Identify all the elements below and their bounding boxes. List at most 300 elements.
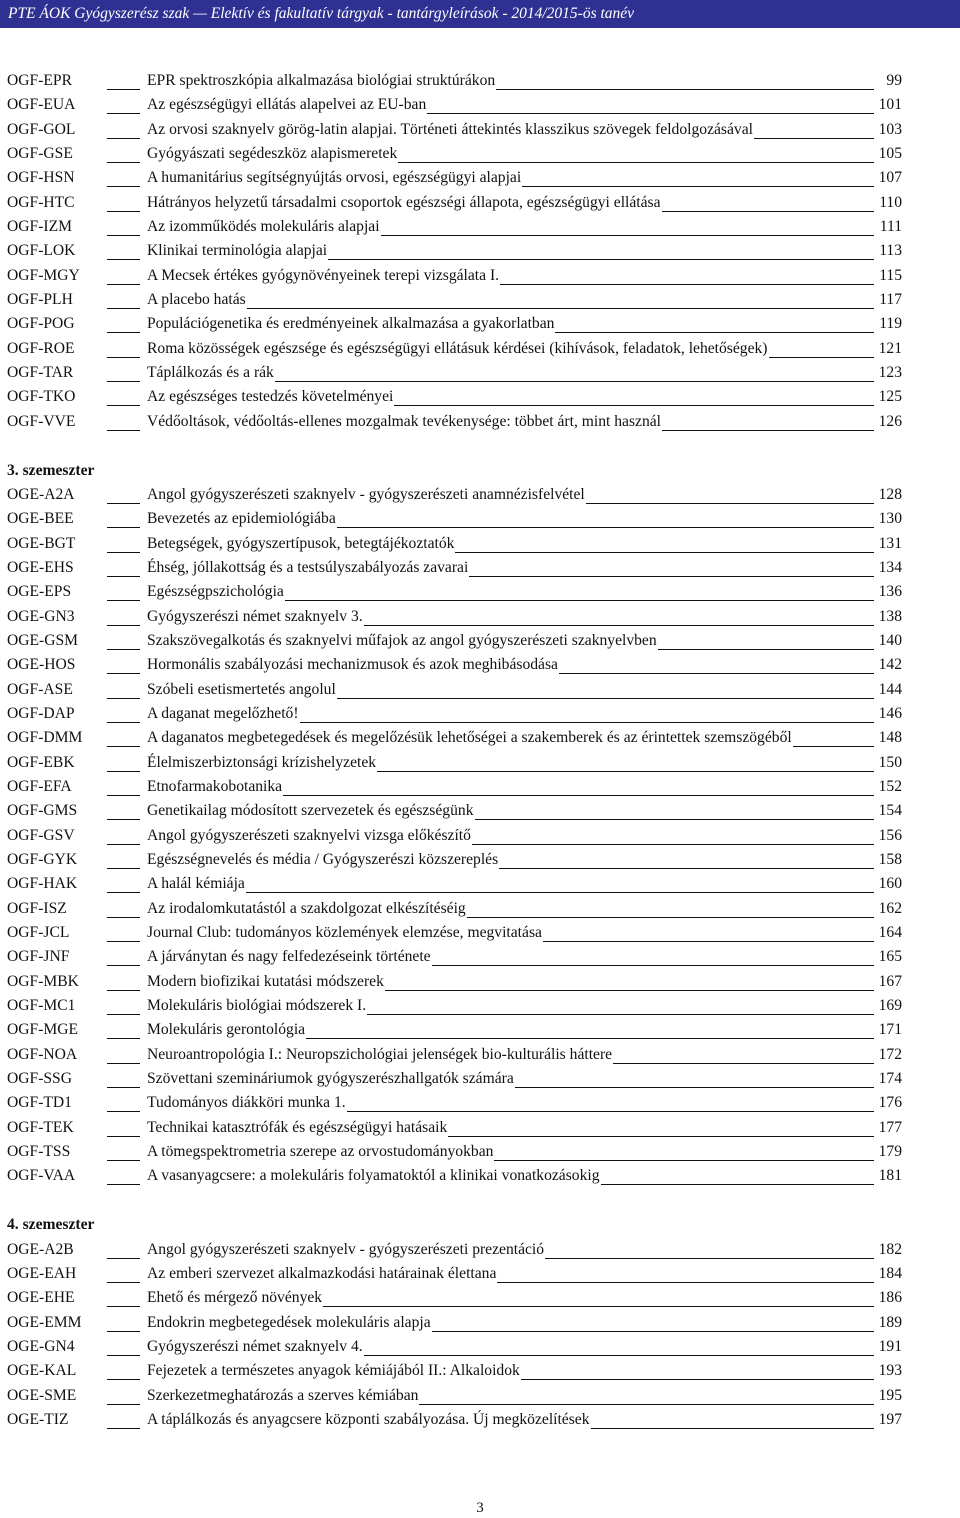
course-entry: [0, 289, 960, 313]
course-code: OGF-TKO: [7, 388, 76, 406]
course-entry: [0, 776, 960, 800]
page-ref: 152: [878, 777, 902, 795]
code-underline: [107, 1306, 140, 1307]
leader-line: [432, 1331, 874, 1332]
leader-line: [521, 1379, 874, 1380]
code-underline: [107, 1379, 140, 1380]
leader-line: [662, 430, 874, 431]
page-ref: 195: [878, 1386, 902, 1404]
leader-line: [601, 1184, 874, 1185]
course-entry: [0, 1092, 960, 1116]
page-ref: 136: [878, 583, 902, 601]
course-entry: [0, 216, 960, 240]
course-title: Betegségek, gyógyszertípusok, betegtájékoztatók: [147, 534, 455, 552]
code-underline: [107, 1331, 140, 1332]
leader-line: [515, 1087, 874, 1088]
page-ref: 140: [878, 631, 902, 649]
course-title: A járványtan és nagy felfedezéseink története: [147, 948, 431, 966]
leader-line: [398, 162, 874, 163]
course-code: OGE-HOS: [7, 656, 76, 674]
page-ref: 125: [878, 388, 902, 406]
code-underline: [107, 600, 140, 601]
page-ref: 164: [878, 924, 902, 942]
course-title: Molekuláris biológiai módszerek I.: [147, 997, 367, 1015]
page-ref: 181: [878, 1167, 902, 1185]
leader-line: [448, 1136, 874, 1137]
course-code: OGF-NOA: [7, 1045, 78, 1063]
code-underline: [107, 990, 140, 991]
course-title: A humanitárius segítségnyújtás orvosi, egészségügyi alapjai: [147, 169, 522, 187]
leader-line: [559, 673, 874, 674]
course-title: Bevezetés az epidemiológiába: [147, 510, 336, 528]
leader-line: [769, 357, 874, 358]
code-underline: [107, 1136, 140, 1137]
course-entry: [0, 94, 960, 118]
course-entry: [0, 143, 960, 167]
course-entry: [0, 1141, 960, 1165]
course-title: Molekuláris gerontológia: [147, 1021, 306, 1039]
page-ref: 191: [878, 1337, 902, 1355]
page-ref: 107: [878, 169, 902, 187]
course-entry: [0, 1019, 960, 1043]
page-ref: 142: [878, 656, 902, 674]
course-entry: [0, 484, 960, 508]
course-entry: [0, 679, 960, 703]
page-ref: 131: [878, 534, 902, 552]
course-code: OGE-SME: [7, 1386, 77, 1404]
page-ref: 189: [878, 1313, 902, 1331]
page-ref: 134: [878, 558, 902, 576]
course-title: Ehető és mérgező növények: [147, 1289, 323, 1307]
course-code: OGF-GSE: [7, 145, 73, 163]
course-title: Neuroantropológia I.: Neuropszichológiai jelenségek bio-kulturális háttere: [147, 1045, 613, 1063]
page-ref: 182: [878, 1240, 902, 1258]
course-code: OGE-EHE: [7, 1289, 75, 1307]
code-underline: [107, 430, 140, 431]
code-underline: [107, 381, 140, 382]
code-underline: [107, 673, 140, 674]
course-title: Szerkezetmeghatározás a szerves kémiában: [147, 1386, 419, 1404]
course-title: Hátrányos helyzetű társadalmi csoportok egészségi állapota, egészségügyi ellátása: [147, 193, 661, 211]
course-title: Gyógyszerészi német szaknyelv 4.: [147, 1337, 363, 1355]
leader-line: [662, 211, 874, 212]
course-entry: [0, 533, 960, 557]
leader-line: [658, 649, 874, 650]
course-title: Gyógyszerészi német szaknyelv 3.: [147, 607, 363, 625]
course-code: OGF-ASE: [7, 680, 73, 698]
leader-line: [247, 308, 874, 309]
course-code: OGF-ROE: [7, 339, 75, 357]
code-underline: [107, 89, 140, 90]
leader-line: [545, 1258, 874, 1259]
code-underline: [107, 138, 140, 139]
course-code: OGF-PLH: [7, 291, 73, 309]
course-title: Az irodalomkutatástól a szakdolgozat elkészítéséig: [147, 899, 466, 917]
course-entry: [0, 1385, 960, 1409]
course-entry: [0, 1263, 960, 1287]
code-underline: [107, 917, 140, 918]
course-entry: [0, 1336, 960, 1360]
course-entry: [0, 971, 960, 995]
page-ref: 156: [878, 826, 902, 844]
course-title: Populációgenetika és eredményeinek alkalmazása a gyakorlatban: [147, 315, 555, 333]
code-underline: [107, 1087, 140, 1088]
code-underline: [107, 941, 140, 942]
course-entry: [0, 898, 960, 922]
code-underline: [107, 1404, 140, 1405]
course-title: Fejezetek a természetes anyagok kémiájából II.: Alkaloidok: [147, 1362, 520, 1380]
page-ref: 169: [878, 997, 902, 1015]
semester-heading-text: 3. szemeszter: [7, 461, 95, 479]
page-ref: 101: [878, 96, 902, 114]
leader-line: [300, 722, 874, 723]
course-code: OGE-TIZ: [7, 1410, 69, 1428]
course-title: A daganatos megbetegedések és megelőzésük lehetőségei a szakemberek és az érintettek szemszögéből: [147, 729, 792, 747]
code-underline: [107, 1038, 140, 1039]
course-title: Hormonális szabályozási mechanizmusok és azok meghibásodása: [147, 656, 558, 674]
code-underline: [107, 357, 140, 358]
leader-line: [754, 138, 874, 139]
course-title: EPR spektroszkópia alkalmazása biológiai struktúrákon: [147, 72, 496, 89]
leader-line: [469, 576, 874, 577]
course-code: OGF-VAA: [7, 1167, 76, 1185]
course-title: A daganat megelőzhető!: [147, 704, 299, 722]
course-entry: [0, 508, 960, 532]
course-code: OGF-SSG: [7, 1070, 72, 1088]
code-underline: [107, 649, 140, 650]
leader-line: [522, 186, 874, 187]
code-underline: [107, 746, 140, 747]
course-title: A tömegspektrometria szerepe az orvostudományokban: [147, 1143, 494, 1161]
course-title: Az egészségügyi ellátás alapelvei az EU-ban: [147, 96, 427, 114]
course-code: OGF-HSN: [7, 169, 75, 187]
leader-line: [323, 1306, 874, 1307]
course-entry: [0, 922, 960, 946]
course-entry: [0, 752, 960, 776]
course-entry: [0, 167, 960, 191]
page-number: 3: [476, 1500, 484, 1516]
course-entry: [0, 849, 960, 873]
page-ref: 115: [879, 266, 902, 284]
course-entry: [0, 557, 960, 581]
code-underline: [107, 332, 140, 333]
course-code: OGF-MC1: [7, 997, 76, 1015]
course-code: OGE-A2B: [7, 1240, 74, 1258]
page-ref: 105: [878, 145, 902, 163]
page-ref: 154: [878, 802, 902, 820]
code-underline: [107, 162, 140, 163]
code-underline: [107, 965, 140, 966]
leader-line: [427, 113, 874, 114]
course-title: Tudományos diákköri munka 1.: [147, 1094, 346, 1112]
code-underline: [107, 552, 140, 553]
page-ref: 158: [878, 851, 902, 868]
course-entry: [0, 727, 960, 751]
course-code: OGF-HAK: [7, 875, 78, 893]
page-header: PTE ÁOK Gyógyszerész szak — Elektív és fakultatív tárgyak - tantárgyleírások - 2014/2015-ös tanév: [0, 0, 960, 28]
course-title: A halál kémiája: [147, 875, 245, 893]
page-ref: 128: [878, 485, 902, 503]
semester-heading-text: 4. szemeszter: [7, 1216, 95, 1234]
course-entry: [0, 313, 960, 337]
course-code: OGF-IZM: [7, 218, 72, 236]
leader-line: [475, 819, 874, 820]
code-underline: [107, 576, 140, 577]
page-ref: 197: [878, 1410, 902, 1428]
leader-line: [385, 990, 874, 991]
course-code: OGE-KAL: [7, 1362, 77, 1380]
course-code: OGF-POG: [7, 315, 75, 333]
leader-line: [381, 235, 874, 236]
code-underline: [107, 771, 140, 772]
code-underline: [107, 625, 140, 626]
leader-line: [467, 917, 874, 918]
page-ref: 184: [878, 1264, 902, 1282]
course-code: OGF-LOK: [7, 242, 76, 260]
page-ref: 103: [878, 120, 902, 138]
course-title: A vasanyagcsere: a molekuláris folyamatoktól a klinikai vonatkozásokig: [147, 1167, 600, 1185]
page-ref: 144: [878, 680, 902, 698]
course-title: Gyógyászati segédeszköz alapismeretek: [147, 145, 398, 163]
course-code: OGF-HTC: [7, 193, 75, 211]
course-code: OGF-EFA: [7, 777, 72, 795]
page-ref: 177: [878, 1118, 902, 1136]
course-code: OGF-GSV: [7, 826, 75, 844]
course-title: Technikai katasztrófák és egészségügyi hatásaik: [147, 1118, 448, 1136]
course-title: Genetikailag módosított szervezetek és egészségünk: [147, 802, 474, 820]
code-underline: [107, 698, 140, 699]
code-underline: [107, 722, 140, 723]
course-code: OGF-EUA: [7, 96, 76, 114]
leader-line: [455, 552, 874, 553]
course-entry: [0, 411, 960, 435]
course-code: OGF-EBK: [7, 753, 75, 771]
course-title: Az emberi szervezet alkalmazkodási határainak élettana: [147, 1264, 497, 1282]
code-underline: [107, 892, 140, 893]
leader-line: [586, 503, 874, 504]
course-code: OGF-JNF: [7, 948, 70, 966]
leader-line: [500, 284, 874, 285]
course-entry: [0, 1068, 960, 1092]
course-entry: [0, 1044, 960, 1068]
code-underline: [107, 503, 140, 504]
code-underline: [107, 1355, 140, 1356]
semester-heading: [0, 460, 960, 484]
course-title: Szóbeli esetismertetés angolul: [147, 680, 336, 698]
leader-line: [337, 698, 874, 699]
leader-line: [543, 941, 874, 942]
course-code: OGF-TD1: [7, 1094, 72, 1112]
page-ref: 111: [879, 218, 902, 236]
course-code: OGF-DMM: [7, 729, 83, 747]
page-ref: 119: [879, 315, 902, 333]
leader-line: [367, 1014, 874, 1015]
leader-line: [275, 381, 874, 382]
leader-line: [306, 1038, 874, 1039]
leader-line: [472, 844, 874, 845]
course-code: OGF-MGE: [7, 1021, 79, 1039]
course-entry: [0, 70, 960, 94]
course-title: Az egészséges testedzés követelményei: [147, 388, 394, 406]
page-ref: 121: [878, 339, 902, 357]
page-ref: 176: [878, 1094, 902, 1112]
leader-line: [246, 892, 874, 893]
course-code: OGF-DAP: [7, 704, 75, 722]
leader-line: [419, 1404, 874, 1405]
course-title: Az orvosi szaknyelv görög-latin alapjai. Történeti áttekintés klasszikus szövegek feldolgozásával: [147, 120, 753, 138]
course-entry: [0, 338, 960, 362]
leader-line: [285, 600, 874, 601]
code-underline: [107, 211, 140, 212]
course-entry: [0, 800, 960, 824]
page-ref: 138: [878, 607, 902, 625]
leader-line: [497, 1282, 874, 1283]
code-underline: [107, 1063, 140, 1064]
course-entry: [0, 825, 960, 849]
course-code: OGE-A2A: [7, 485, 75, 503]
course-entry: [0, 265, 960, 289]
course-code: OGE-BGT: [7, 534, 76, 552]
page-ref: 165: [878, 948, 902, 966]
code-underline: [107, 113, 140, 114]
course-title: Modern biofizikai kutatási módszerek: [147, 972, 384, 990]
course-entry: [0, 1409, 960, 1433]
course-entry: [0, 386, 960, 410]
course-entry: [0, 1165, 960, 1189]
course-code: OGF-EPR: [7, 72, 72, 89]
code-underline: [107, 308, 140, 309]
code-underline: [107, 1282, 140, 1283]
course-code: OGE-BEE: [7, 510, 74, 528]
page-ref: 174: [878, 1070, 902, 1088]
code-underline: [107, 1111, 140, 1112]
course-code: OGE-GSM: [7, 631, 79, 649]
page-ref: 113: [879, 242, 902, 260]
course-code: OGE-GN3: [7, 607, 75, 625]
course-title: Szövettani szemináriumok gyógyszerészhallgatók számára: [147, 1070, 514, 1088]
page-ref: 117: [879, 291, 902, 309]
course-title: Angol gyógyszerészeti szaknyelvi vizsga előkészítő: [147, 826, 471, 844]
course-title: A Mecsek értékes gyógynövényeinek terepi vizsgálata I.: [147, 266, 500, 284]
course-title: Védőoltások, védőoltás-ellenes mozgalmak tevékenysége: többet árt, mint használ: [147, 412, 661, 430]
leader-line: [377, 771, 874, 772]
code-underline: [107, 284, 140, 285]
course-entry: [0, 1117, 960, 1141]
course-entry: [0, 630, 960, 654]
course-code: OGE-EAH: [7, 1264, 77, 1282]
course-entry: [0, 873, 960, 897]
semester-heading: [0, 1214, 960, 1238]
page-ref: 150: [878, 753, 902, 771]
course-entry: [0, 1312, 960, 1336]
page-ref: 126: [878, 412, 902, 430]
course-title: Klinikai terminológia alapjai: [147, 242, 328, 260]
course-title: A táplálkozás és anyagcsere központi szabályozása. Új megközelítések: [147, 1410, 590, 1428]
page-ref: 130: [878, 510, 902, 528]
course-entry: [0, 192, 960, 216]
page-ref: 179: [878, 1143, 902, 1161]
leader-line: [283, 795, 874, 796]
course-entry: [0, 119, 960, 143]
code-underline: [107, 1014, 140, 1015]
code-underline: [107, 527, 140, 528]
course-code: OGF-JCL: [7, 924, 70, 942]
course-title: Angol gyógyszerészeti szaknyelv - gyógyszerészeti anamnézisfelvétel: [147, 485, 585, 503]
course-index: [0, 70, 960, 1433]
course-code: OGE-EHS: [7, 558, 74, 576]
course-entry: [0, 240, 960, 264]
course-entry: [0, 703, 960, 727]
page-ref: 193: [878, 1362, 902, 1380]
page-ref: 148: [878, 729, 902, 747]
page-ref: 123: [878, 364, 902, 382]
course-code: OGF-GMS: [7, 802, 78, 820]
page-ref: 167: [878, 972, 902, 990]
code-underline: [107, 1160, 140, 1161]
course-title: Roma közösségek egészsége és egészségügyi ellátásuk kérdései (kihívások, feladatok, lehetőségek): [147, 339, 768, 357]
code-underline: [107, 235, 140, 236]
course-title: Egészségpszichológia: [147, 583, 284, 601]
course-code: OGF-TEK: [7, 1118, 74, 1136]
course-title: A placebo hatás: [147, 291, 246, 309]
course-code: OGE-EMM: [7, 1313, 82, 1331]
page-ref: 171: [878, 1021, 902, 1039]
leader-line: [499, 868, 874, 869]
code-underline: [107, 844, 140, 845]
leader-line: [555, 332, 874, 333]
course-title: Élelmiszerbiztonsági krízishelyzetek: [147, 753, 377, 771]
leader-line: [793, 746, 874, 747]
leader-line: [591, 1428, 874, 1429]
course-entry: [0, 1239, 960, 1263]
course-code: OGF-GOL: [7, 120, 76, 138]
course-title: Angol gyógyszerészeti szaknyelv - gyógyszerészeti prezentáció: [147, 1240, 545, 1258]
course-entry: [0, 654, 960, 678]
course-title: Endokrin megbetegedések molekuláris alapja: [147, 1313, 431, 1331]
page-ref: 162: [878, 899, 902, 917]
code-underline: [107, 868, 140, 869]
course-title: Etnofarmakobotanika: [147, 777, 283, 795]
leader-line: [394, 405, 874, 406]
code-underline: [107, 186, 140, 187]
course-title: Journal Club: tudományos közlemények elemzése, megvitatása: [147, 924, 542, 942]
code-underline: [107, 1258, 140, 1259]
section-spacer: [0, 435, 960, 459]
leader-line: [347, 1111, 874, 1112]
page-ref: 146: [878, 704, 902, 722]
page-ref: 110: [879, 193, 902, 211]
page-ref: 99: [886, 72, 902, 89]
course-code: OGF-MGY: [7, 266, 80, 284]
course-title: Táplálkozás és a rák: [147, 364, 274, 382]
course-code: OGF-TSS: [7, 1143, 71, 1161]
course-entry: [0, 1287, 960, 1311]
course-entry: [0, 1360, 960, 1384]
code-underline: [107, 795, 140, 796]
leader-line: [494, 1160, 874, 1161]
course-code: OGF-MBK: [7, 972, 79, 990]
course-entry: [0, 995, 960, 1019]
course-title: Egészségnevelés és média / Gyógyszerészi közszereplés: [147, 851, 499, 868]
code-underline: [107, 1184, 140, 1185]
course-code: OGE-EPS: [7, 583, 72, 601]
leader-line: [337, 527, 874, 528]
leader-line: [496, 89, 874, 90]
course-code: OGF-ISZ: [7, 899, 67, 917]
leader-line: [364, 625, 874, 626]
code-underline: [107, 405, 140, 406]
page-ref: 172: [878, 1045, 902, 1063]
